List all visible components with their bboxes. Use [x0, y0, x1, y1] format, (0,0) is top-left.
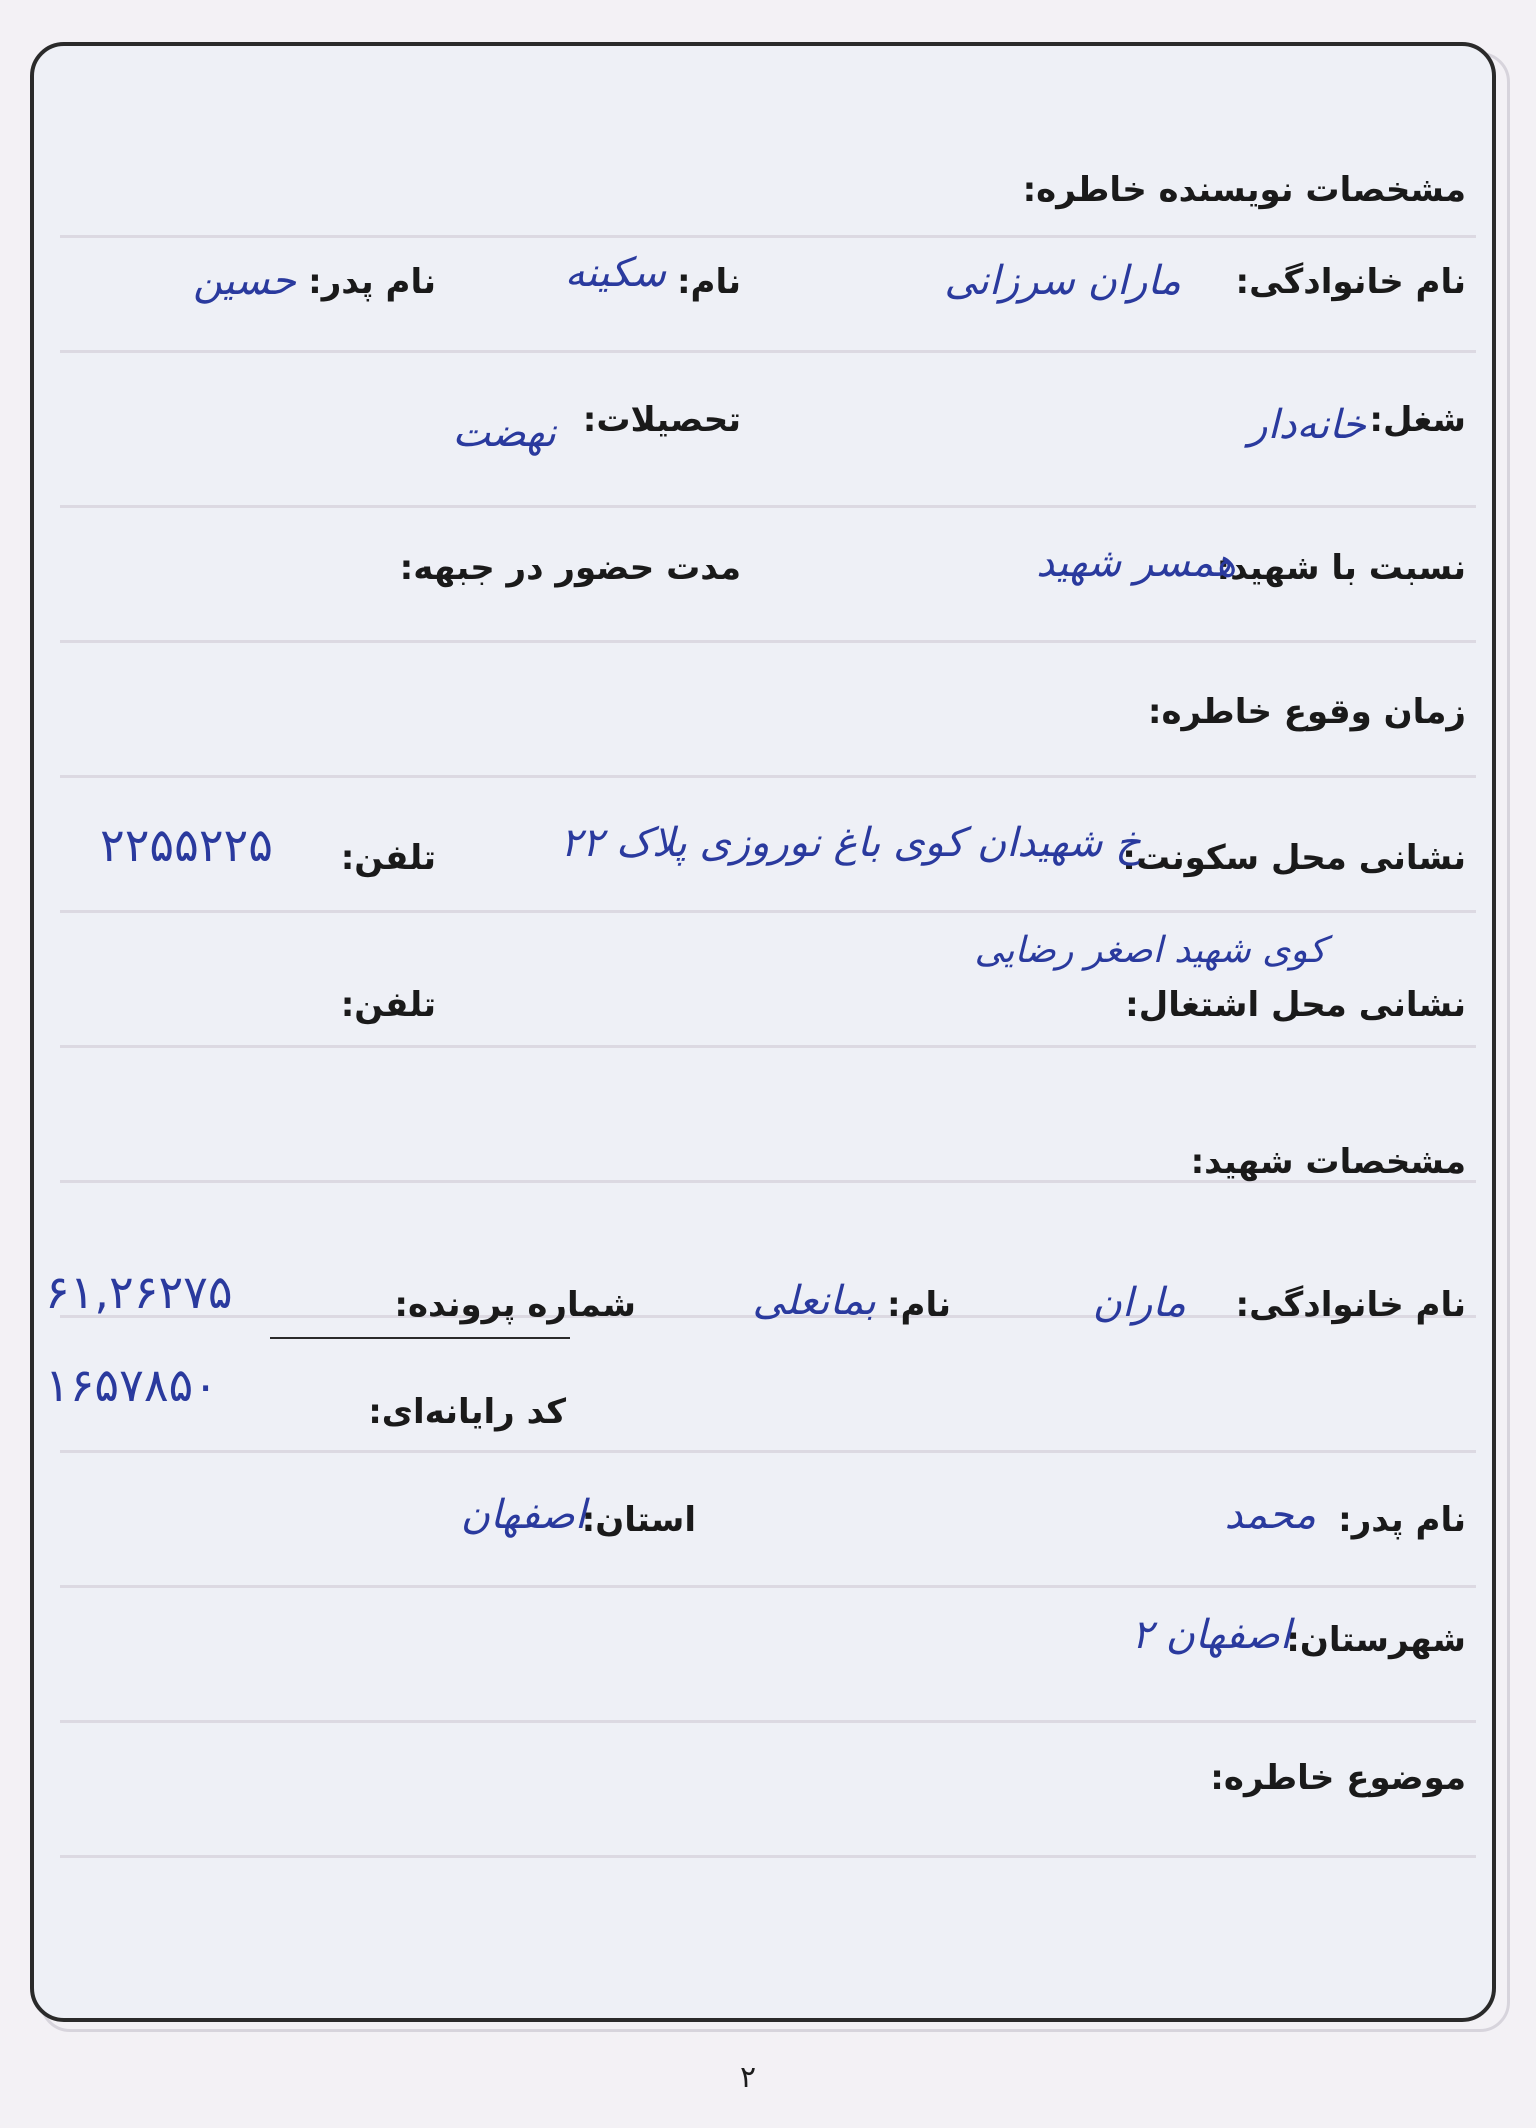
- computer-code-value: ۱۶۵۷۸۵۰: [45, 1358, 218, 1412]
- writer-surname-label: نام خانوادگی:: [1235, 262, 1466, 302]
- address-value: خ شهیدان کوی باغ نوروزی پلاک ۲۲: [560, 820, 1141, 866]
- address-label: نشانی محل سکونت:: [1122, 838, 1466, 878]
- work-phone-label: تلفن:: [340, 985, 436, 1025]
- bleed-line: [60, 910, 1476, 913]
- writer-surname-value: ماران سرزانی: [944, 258, 1181, 304]
- file-number-label: شماره پرونده:: [394, 1285, 636, 1325]
- bleed-line: [60, 505, 1476, 508]
- county-label: شهرستان:: [1286, 1620, 1466, 1660]
- education-label: تحصیلات:: [582, 400, 741, 440]
- bleed-line: [60, 1855, 1476, 1858]
- bleed-line: [60, 1450, 1476, 1453]
- writer-heading: مشخصات نویسنده خاطره:: [1022, 170, 1466, 210]
- province-label: استان:: [581, 1500, 696, 1540]
- memory-topic-label: موضوع خاطره:: [1210, 1758, 1466, 1798]
- martyr-father-value: محمد: [1224, 1492, 1316, 1538]
- education-value: نهضت: [452, 410, 556, 456]
- martyr-father-label: نام پدر:: [1338, 1500, 1466, 1540]
- bleed-line: [60, 775, 1476, 778]
- phone-value: ۲۲۵۵۲۲۵: [100, 818, 273, 872]
- computer-code-label: کد رایانه‌ای:: [368, 1392, 566, 1432]
- form-frame: [30, 42, 1496, 2022]
- martyr-name-value: بمانعلی: [752, 1278, 876, 1324]
- martyr-name-label: نام:: [886, 1285, 951, 1325]
- bleed-line: [60, 350, 1476, 353]
- relation-value: همسر شهید: [1036, 540, 1236, 586]
- writer-father-label: نام پدر:: [308, 262, 436, 302]
- job-value: خانه‌دار: [1248, 402, 1366, 448]
- writer-father-value: حسین: [193, 258, 296, 304]
- relation-label: نسبت با شهید:: [1216, 548, 1466, 588]
- phone-label: تلفن:: [340, 838, 436, 878]
- province-value: اصفهان: [460, 1492, 586, 1538]
- page-number: ۲: [740, 2060, 757, 2095]
- bleed-line: [60, 1585, 1476, 1588]
- file-number-underline: [270, 1337, 570, 1339]
- memory-time-label: زمان وقوع خاطره:: [1147, 692, 1466, 732]
- front-duration-label: مدت حضور در جبهه:: [399, 548, 741, 588]
- writer-name-label: نام:: [676, 262, 741, 302]
- address-value-2: کوی شهید اصغر رضایی: [974, 930, 1326, 971]
- bleed-line: [60, 235, 1476, 238]
- bleed-line: [60, 1720, 1476, 1723]
- file-number-value: ۶۱,۲۶۲۷۵: [45, 1265, 233, 1319]
- bleed-line: [60, 1045, 1476, 1048]
- bleed-line: [60, 640, 1476, 643]
- county-value: اصفهان ۲: [1131, 1612, 1291, 1658]
- martyr-surname-label: نام خانوادگی:: [1235, 1285, 1466, 1325]
- martyr-heading: مشخصات شهید:: [1190, 1142, 1466, 1182]
- work-address-label: نشانی محل اشتغال:: [1125, 985, 1466, 1025]
- martyr-surname-value: ماران: [1092, 1280, 1186, 1326]
- writer-name-value: سکینه: [564, 250, 666, 296]
- job-label: شغل:: [1369, 400, 1466, 440]
